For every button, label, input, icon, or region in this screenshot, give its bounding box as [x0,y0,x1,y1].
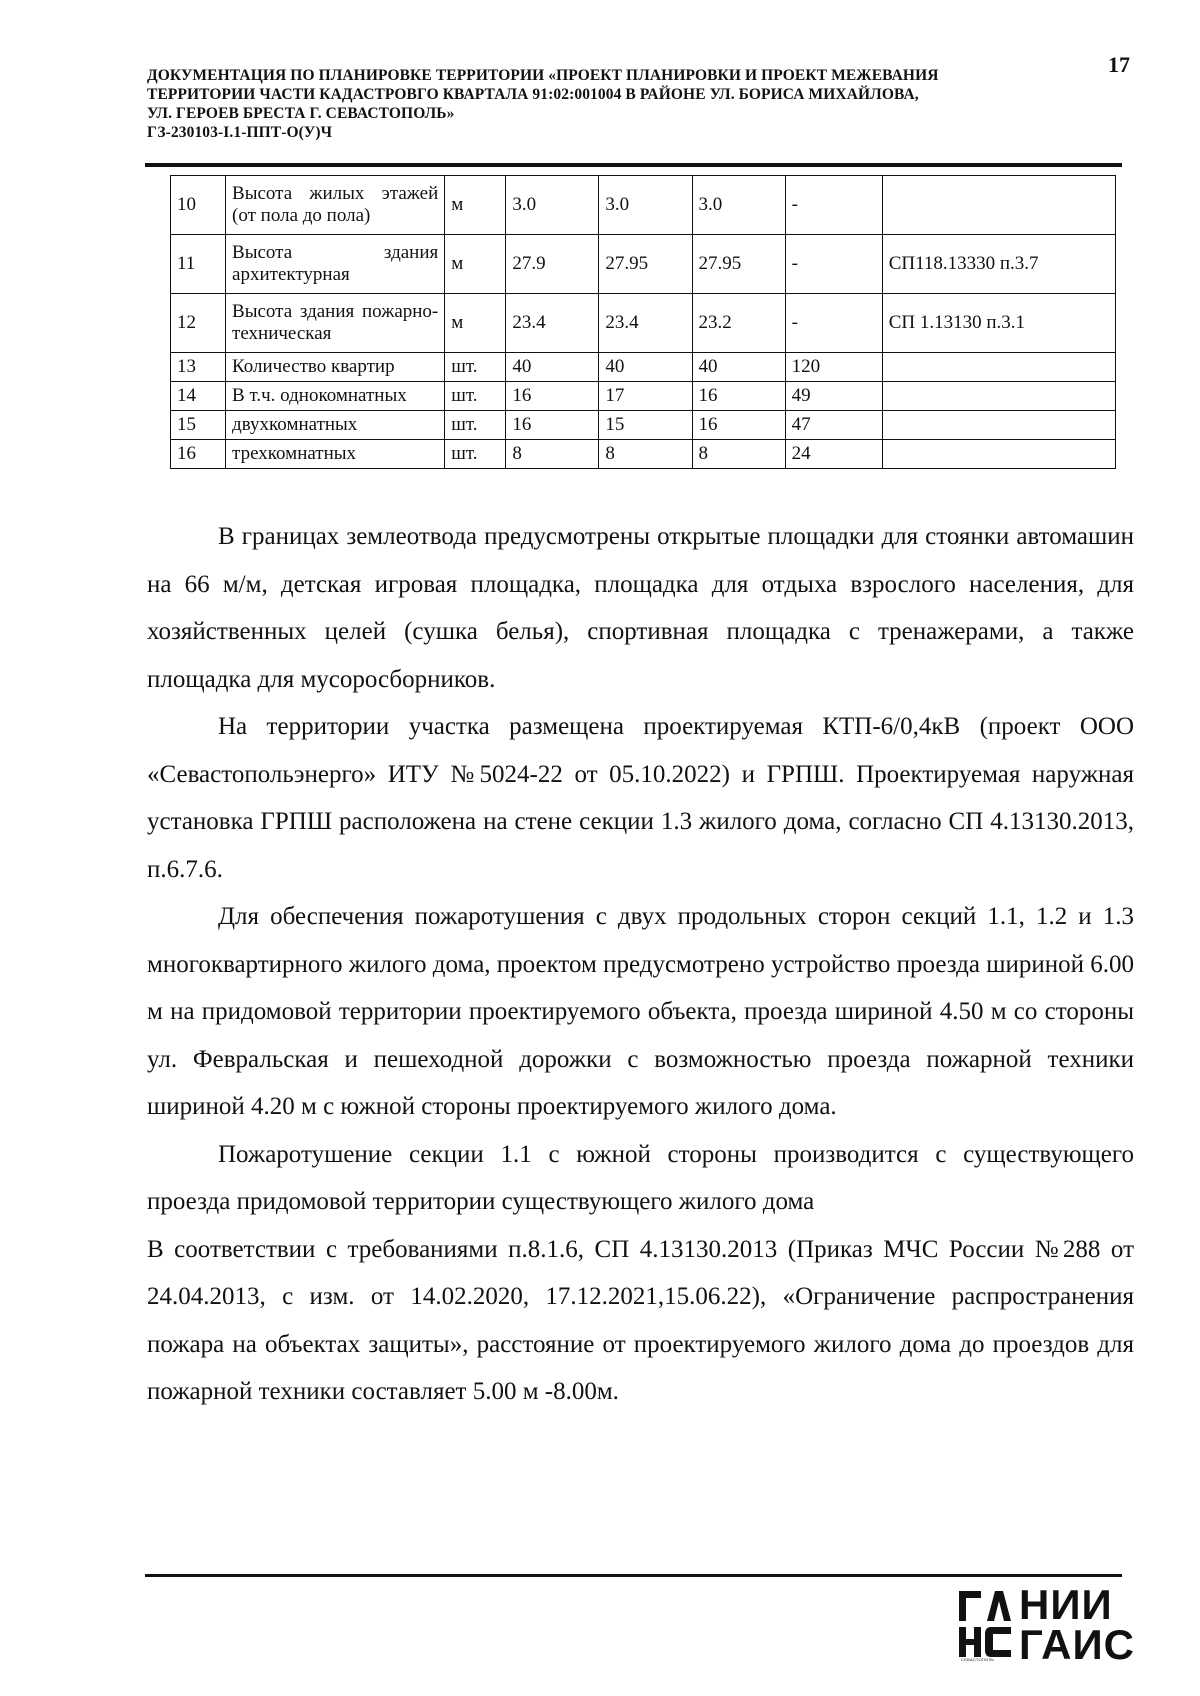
header-line: ТЕРРИТОРИИ ЧАСТИ КАДАСТРОВГО КВАРТАЛА 91:02:001004 В РАЙОНЕ УЛ. БОРИСА МИХАЙЛОВА, [147,86,919,103]
logo-text: НИИ [1019,1581,1113,1628]
row-number: 11 [171,235,226,294]
emblem-caption: СЕВАСТОПОЛЬ [961,1657,995,1662]
value-cell: 40 [692,353,785,382]
value-cell: 16 [506,382,599,411]
body-text [147,513,1134,1416]
row-number: 13 [171,353,226,382]
total-cell: - [785,176,882,235]
paragraph: Для обеспечения пожаротушения с двух продольных сторон секций 1.1, 1.2 и 1.3 многоквартирного жилого дома, проектом предусмотрено устройство проезда шириной 6.00 м на придомовой территории проектируемого объекта, проезда шириной 4.50 м со стороны ул. Февральская и пешеходной дорожки с возможностью проезда пожарной техники шириной 4.20 м с южной стороны проектируемого жилого дома. [147,903,1134,1120]
total-cell: - [785,235,882,294]
row-number: 10 [171,176,226,235]
total-cell: 47 [785,411,882,440]
parameter-name: трехкомнатных [226,440,445,469]
reference-cell [882,353,1115,382]
gais-emblem-icon [957,1589,1013,1661]
total-cell: 49 [785,382,882,411]
value-cell: 27.95 [692,235,785,294]
value-cell: 40 [506,353,599,382]
table-row [171,294,1116,353]
header-line: ДОКУМЕНТАЦИЯ ПО ПЛАНИРОВКЕ ТЕРРИТОРИИ «ПРОЕКТ ПЛАНИРОВКИ И ПРОЕКТ МЕЖЕВАНИЯ [147,67,939,84]
parameter-name: Количество квартир [226,353,445,382]
reference-cell: СП118.13330 п.3.7 [882,235,1115,294]
table-row [171,235,1116,294]
row-number: 12 [171,294,226,353]
row-number: 15 [171,411,226,440]
parameters-table [170,175,1116,469]
value-cell: 16 [692,411,785,440]
footer-divider [145,1574,1122,1577]
parameter-name: двухкомнатных [226,411,445,440]
header-divider [145,163,1122,167]
reference-cell [882,411,1115,440]
value-cell: 8 [506,440,599,469]
reference-cell [882,176,1115,235]
paragraph: Пожаротушение секции 1.1 с южной стороны производится с существующего проезда придомовой территории существующего жилого дома [147,1140,1134,1215]
paragraph: На территории участка размещена проектируемая КТП-6/0,4кВ (проект ООО «Севастопольэнерго» ИТУ №5024-22 от 05.10.2022) и ГРПШ. Проектируемая наружная установка ГРПШ расположена на стене секции 1.3 жилого дома, согласно СП 4.13130.2013, п.6.7.6. [147,713,1134,883]
value-cell: 40 [599,353,692,382]
unit-cell: шт. [445,353,506,382]
logo-text: ГАИС [1019,1621,1136,1668]
row-number: 14 [171,382,226,411]
header-line: УЛ. ГЕРОЕВ БРЕСТА Г. СЕВАСТОПОЛЬ» [147,105,455,122]
value-cell: 15 [599,411,692,440]
table-row [171,353,1116,382]
total-cell: - [785,294,882,353]
table-row [171,176,1116,235]
value-cell: 8 [692,440,785,469]
value-cell: 16 [692,382,785,411]
parameter-name: Высота жилых этажей (от пола до пола) [226,176,445,235]
document-code: ГЗ-230103-I.1-ППТ-О(У)Ч [147,124,333,141]
value-cell: 23.4 [599,294,692,353]
value-cell: 16 [506,411,599,440]
parameter-name: Высота здания пожарно-техническая [226,294,445,353]
unit-cell: м [445,294,506,353]
unit-cell: шт. [445,382,506,411]
unit-cell: шт. [445,440,506,469]
paragraph: В границах землеотвода предусмотрены открытые площадки для стоянки автомашин на 66 м/м, детская игровая площадка, площадка для отдыха взрослого населения, для хозяйственных целей (сушка белья), спортивная площадка с тренажерами, а также площадка для мусоросборников. [147,523,1134,693]
value-cell: 27.9 [506,235,599,294]
unit-cell: м [445,235,506,294]
value-cell: 17 [599,382,692,411]
unit-cell: шт. [445,411,506,440]
value-cell: 23.4 [506,294,599,353]
table-row [171,382,1116,411]
paragraph: В соответствии с требованиями п.8.1.6, СП 4.13130.2013 (Приказ МЧС России №288 от 24.04.2013, с изм. от 14.02.2020, 17.12.2021,15.06.22), «Ограничение распространения пожара на объектах защиты», расстояние от проектируемого жилого дома до проездов для пожарной техники составляет 5.00 м -8.00м. [147,1235,1134,1405]
company-logo [957,1581,1136,1668]
value-cell: 3.0 [506,176,599,235]
reference-cell [882,440,1115,469]
parameter-name: В т.ч. однокомнатных [226,382,445,411]
row-number: 16 [171,440,226,469]
parameter-name: Высота здания архитектурная [226,235,445,294]
value-cell: 27.95 [599,235,692,294]
value-cell: 8 [599,440,692,469]
table-row [171,411,1116,440]
page-number: 17 [1108,52,1130,77]
reference-cell [882,382,1115,411]
total-cell: 24 [785,440,882,469]
unit-cell: м [445,176,506,235]
value-cell: 3.0 [599,176,692,235]
value-cell: 3.0 [692,176,785,235]
table-row [171,440,1116,469]
document-header [147,66,1067,142]
reference-cell: СП 1.13130 п.3.1 [882,294,1115,353]
value-cell: 23.2 [692,294,785,353]
total-cell: 120 [785,353,882,382]
